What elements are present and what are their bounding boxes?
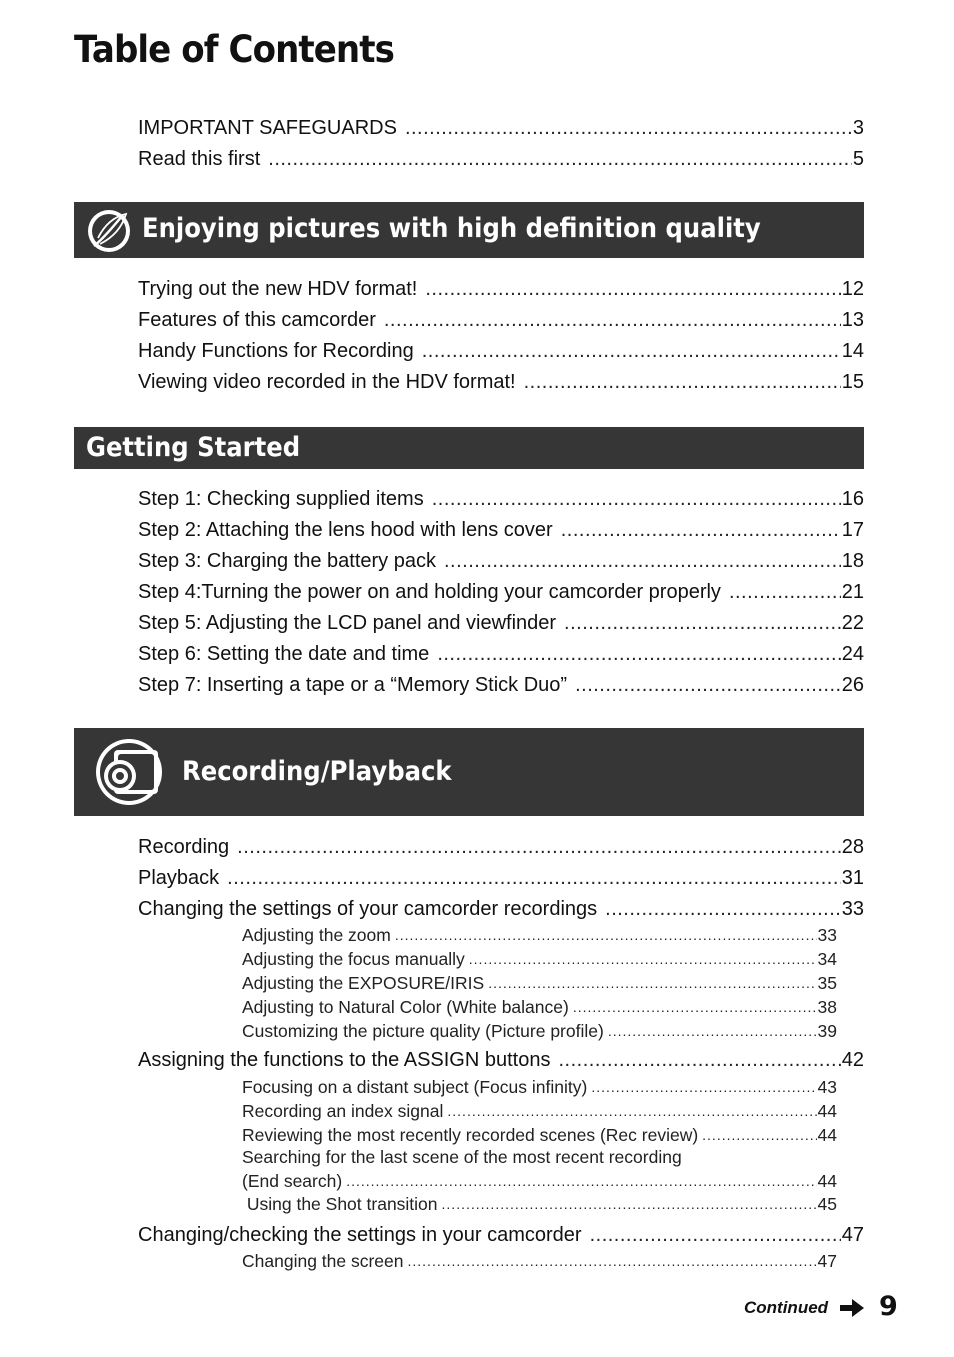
section-banner-getting-started <box>74 427 864 469</box>
toc-subentry[interactable]: Reviewing the most recently recorded scenes (Rec review) ..... 44 <box>242 1123 837 1145</box>
toc-entry[interactable]: Assigning the functions to the ASSIGN buttons ..... 42 <box>138 1046 864 1072</box>
toc-entry[interactable]: Read this first ..... 5 <box>138 145 864 171</box>
continued-label: Continued <box>744 1298 829 1317</box>
toc-entry[interactable]: Step 1: Checking supplied items ..... 16 <box>138 485 864 511</box>
toc-entry[interactable]: Changing the settings of your camcorder recordings ..... 33 <box>138 895 864 921</box>
toc-entry[interactable]: Recording ..... 28 <box>138 833 864 859</box>
toc-subentry[interactable]: Adjusting to Natural Color (White balance) ..... 38 <box>242 995 837 1017</box>
toc-entry[interactable]: Handy Functions for Recording ..... 14 <box>138 337 864 363</box>
toc-entry[interactable]: Playback ..... 31 <box>138 864 864 890</box>
toc-subentry[interactable]: Changing the screen ..... 47 <box>242 1249 837 1271</box>
section-banner-hd-quality <box>74 202 864 258</box>
camcorder-icon <box>94 738 164 806</box>
toc-entry[interactable]: Step 5: Adjusting the LCD panel and viewfinder ..... 22 <box>138 609 864 635</box>
toc-subentry[interactable]: (End search) ..... 44 <box>242 1169 837 1191</box>
section-title: Getting Started <box>86 432 301 463</box>
toc-entry[interactable]: Step 4:Turning the power on and holding your camcorder properly ..... 21 <box>138 578 864 604</box>
toc-subentry[interactable]: Adjusting the focus manually ..... 34 <box>242 947 837 969</box>
toc-subentry[interactable]: Customizing the picture quality (Picture profile) ..... 39 <box>242 1019 837 1041</box>
page-title: Table of Contents <box>74 28 394 71</box>
toc-subentry[interactable]: Adjusting the EXPOSURE/IRIS ..... 35 <box>242 971 837 993</box>
section-title: Enjoying pictures with high definition quality <box>142 213 761 244</box>
toc-entry[interactable]: Step 3: Charging the battery pack ..... 18 <box>138 547 864 573</box>
section-banner-recording-playback <box>74 728 864 816</box>
section-title: Recording/Playback <box>182 756 452 787</box>
toc-entry[interactable]: Features of this camcorder ..... 13 <box>138 306 864 332</box>
toc-entry[interactable]: Viewing video recorded in the HDV format! ..... 15 <box>138 368 864 394</box>
toc-entry[interactable]: Step 7: Inserting a tape or a “Memory Stick Duo” ..... 26 <box>138 671 864 697</box>
toc-entry[interactable]: Step 2: Attaching the lens hood with lens cover ..... 17 <box>138 516 864 542</box>
toc-entry[interactable]: Step 6: Setting the date and time ..... 24 <box>138 640 864 666</box>
hdv-leaf-icon <box>86 208 132 254</box>
page-number: 9 <box>879 1291 898 1322</box>
right-arrow-icon <box>840 1299 864 1317</box>
toc-subentry[interactable]: Recording an index signal ..... 44 <box>242 1099 837 1121</box>
toc-subentry[interactable]: Focusing on a distant subject (Focus infinity) ..... 43 <box>242 1075 837 1097</box>
toc-subentry[interactable]: Adjusting the zoom ..... 33 <box>242 923 837 945</box>
toc-entry[interactable]: IMPORTANT SAFEGUARDS ..... 3 <box>138 114 864 140</box>
toc-entry[interactable]: Changing/checking the settings in your camcorder ..... 47 <box>138 1221 864 1247</box>
toc-subentry-line: Searching for the last scene of the most recent recording <box>242 1147 682 1167</box>
toc-subentry[interactable]: Using the Shot transition ..... 45 <box>242 1192 837 1214</box>
toc-entry[interactable]: Trying out the new HDV format! ..... 12 <box>138 275 864 301</box>
